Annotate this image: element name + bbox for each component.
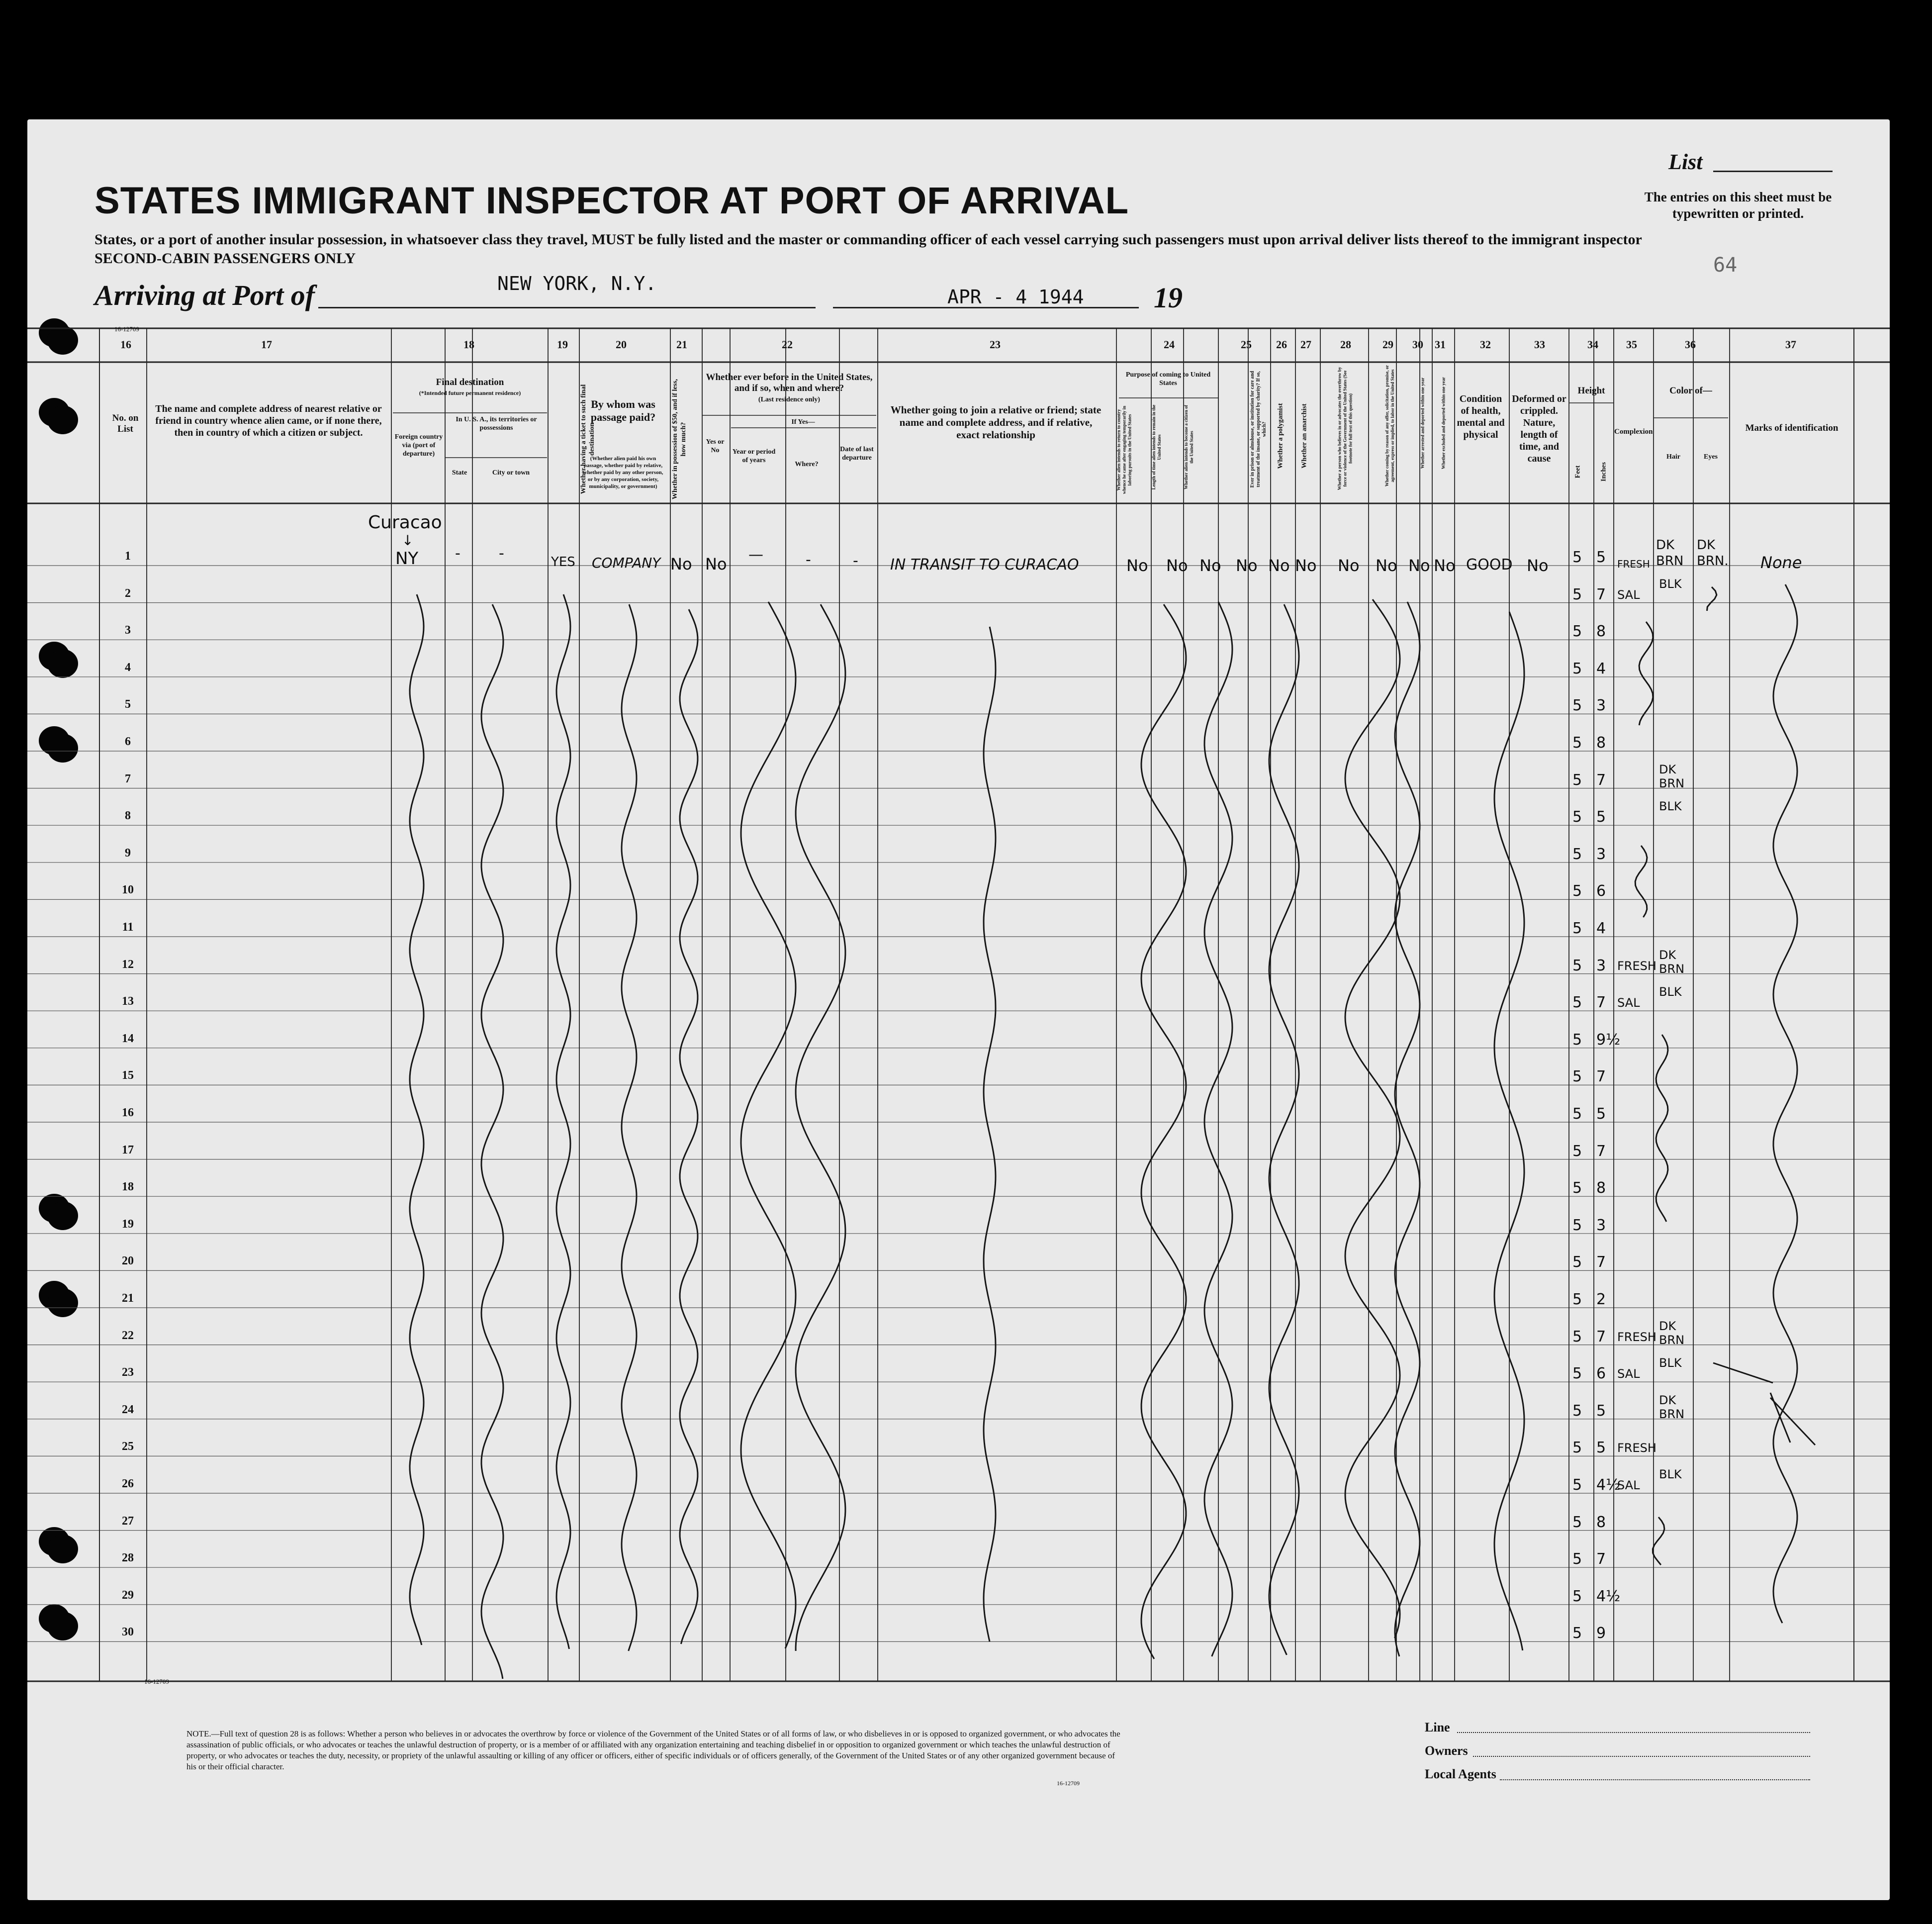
page-subtitle: States, or a port of another insular possession, in whatsoever class they travel, MUST be fully listed and the master or commanding officer of each vessel carrying such passengers must upon arrival deliver lists thereof to the immigrant inspector xyxy=(94,231,1642,248)
header-excluded: Whether excluded and deported within one year xyxy=(1441,377,1446,470)
ditto-stroke xyxy=(1635,846,1647,917)
row-number: 2 xyxy=(125,586,131,600)
header-polygamist: Whether a polygamist xyxy=(1277,403,1285,469)
row1-eyes: DK BRN. xyxy=(1697,538,1729,569)
colnum-26: 26 xyxy=(1276,338,1287,351)
row-number: 11 xyxy=(122,921,134,934)
typewritten-instructions: The entries on this sheet must be typewritten or printed. xyxy=(1644,190,1832,221)
height-feet: 5 xyxy=(1572,845,1582,863)
header-purpose: Purpose of coming to United States xyxy=(1125,371,1211,387)
height-feet: 5 xyxy=(1572,585,1582,603)
header-foreign-via: Foreign country via (port of departure) xyxy=(394,433,443,458)
colnum-36: 36 xyxy=(1685,338,1696,351)
height-inches: 5 xyxy=(1596,1402,1606,1420)
row-number: 7 xyxy=(125,772,131,785)
row-number: 13 xyxy=(122,995,134,1008)
header-in-usa: In U. S. A., its territories or possessions xyxy=(456,416,537,432)
hair-entry: BLK xyxy=(1659,1467,1682,1481)
height-feet: 5 xyxy=(1572,1216,1582,1234)
header-year: Year or period of years xyxy=(732,448,776,464)
colnum-35: 35 xyxy=(1626,338,1637,351)
footnote-question-28: NOTE.—Full text of question 28 is as follows: Whether a person who believes in or advocates the overthrow by force or violence of the Government of the United States or of all forms of law, or who disbelieves in or is opposed to organized government, or who advocates the assassination of public officials, or who advocates or teaches the unlawful destruction of property, or is a member of or affiliated with any organization entertaining and teaching disbelief in or opposition to organized government or which teaches the unlawful destruction of property, or who advocates or teaches the duty, necessity, or propriety of the unlawful assaulting or killing of any officer or officers, either of specific individuals or of officers generally, of the Government of the United States or of any other organized government because of his or their official character. xyxy=(186,1729,1120,1771)
row1-paid-by: COMPANY xyxy=(592,555,661,571)
row1-anarchist: No xyxy=(1295,556,1317,575)
height-inches: 5 xyxy=(1596,549,1606,566)
header-final-destination: Final destination xyxy=(436,377,504,387)
header-passage-paid: By whom was passage paid? xyxy=(590,398,656,423)
height-feet: 5 xyxy=(1572,697,1582,715)
hair-entry: DK BRN xyxy=(1659,1393,1685,1421)
row1-purpose-return: No xyxy=(1126,556,1148,575)
header-if-yes: If Yes— xyxy=(791,418,815,426)
colnum-32: 32 xyxy=(1480,338,1491,351)
header-purpose-citizen: Whether alien intends to become a citizen of the United States xyxy=(1184,405,1194,489)
height-inches: 7 xyxy=(1596,1142,1606,1160)
hair-entry: DK BRN xyxy=(1659,762,1685,790)
row-number: 17 xyxy=(122,1143,134,1156)
colnum-31: 31 xyxy=(1435,338,1446,351)
header-no-on-list: No. on List xyxy=(112,413,139,434)
ditto-stroke xyxy=(1345,599,1400,1638)
height-inches: 7 xyxy=(1596,1068,1606,1086)
header-arrested: Whether arrested and deported within one year xyxy=(1420,377,1425,469)
class-line: SECOND-CABIN PASSENGERS ONLY xyxy=(94,250,356,267)
height-feet: 5 xyxy=(1572,957,1582,974)
hair-entry: BLK xyxy=(1659,985,1682,999)
owners-label: Owners xyxy=(1425,1743,1468,1758)
colnum-34: 34 xyxy=(1587,338,1598,351)
height-feet: 5 xyxy=(1572,1142,1582,1160)
ditto-stroke xyxy=(1639,622,1653,725)
hair-entry: DK BRN xyxy=(1659,948,1685,976)
height-inches: 2 xyxy=(1596,1291,1606,1308)
header-inches: Inches xyxy=(1600,462,1608,481)
row1-prison: No xyxy=(1236,556,1258,575)
row1-arrested: No xyxy=(1408,556,1430,575)
ditto-stroke xyxy=(1269,604,1299,1655)
height-feet: 5 xyxy=(1572,1625,1582,1642)
complexion-entry: SAL xyxy=(1617,1367,1640,1381)
owners-field xyxy=(1473,1756,1810,1757)
colnum-23: 23 xyxy=(990,338,1001,351)
height-inches: 5 xyxy=(1596,1439,1606,1457)
header-offer: Whether coming by reason of any offer, solicitation, promise, or agreement, express or implied, to labor in the United States xyxy=(1384,365,1395,487)
header-before-us-note: (Last residence only) xyxy=(758,396,821,403)
ditto-stroke xyxy=(741,602,796,1648)
hair-entry: BLK xyxy=(1659,799,1682,814)
colnum-25: 25 xyxy=(1241,338,1252,351)
row1-money: No xyxy=(670,555,692,574)
row-number: 19 xyxy=(122,1217,134,1231)
ditto-stroke xyxy=(1773,584,1797,1623)
height-feet: 5 xyxy=(1572,1105,1582,1123)
height-inches: 7 xyxy=(1596,1253,1606,1271)
row1-city: - xyxy=(499,545,504,562)
header-state: State xyxy=(452,469,467,477)
colnum-20: 20 xyxy=(616,338,627,351)
hair-entry: DK BRN xyxy=(1659,1319,1685,1347)
header-health: Condition of health, mental and physical xyxy=(1457,393,1505,440)
line-label: Line xyxy=(1425,1720,1450,1734)
header-color-of: Color of— xyxy=(1669,385,1712,396)
height-feet: 5 xyxy=(1572,734,1582,752)
height-feet: 5 xyxy=(1572,1476,1582,1494)
local-agents-field xyxy=(1500,1779,1810,1780)
form-number-footer: 16-12709 xyxy=(144,1678,169,1685)
row-number: 20 xyxy=(122,1254,134,1268)
row1-health: GOOD xyxy=(1466,556,1513,574)
header-purpose-length: Length of time alien intends to remain in the United States xyxy=(1151,404,1162,490)
row-number: 1 xyxy=(125,550,131,563)
row1-foreign-via: Curacao xyxy=(368,512,442,533)
rule-line xyxy=(1713,1363,1773,1383)
row1-before-us: No xyxy=(705,555,727,574)
line-field xyxy=(1457,1732,1810,1733)
height-inches: 4½ xyxy=(1596,1587,1621,1605)
height-feet: 5 xyxy=(1572,771,1582,789)
height-feet: 5 xyxy=(1572,1031,1582,1049)
arriving-label: Arriving at Port of xyxy=(94,279,315,311)
list-label: List xyxy=(1668,150,1703,174)
row1-ticket: YES xyxy=(551,555,575,570)
hair-entry: BLK xyxy=(1659,577,1682,591)
ditto-stroke xyxy=(984,627,996,1641)
colnum-29: 29 xyxy=(1382,338,1393,351)
date-stamp: APR - 4 1944 xyxy=(947,286,1084,308)
colnum-30: 30 xyxy=(1412,338,1423,351)
ditto-stroke xyxy=(1141,604,1186,1659)
ditto-stroke xyxy=(1653,1517,1664,1565)
height-inches: 3 xyxy=(1596,697,1606,715)
complexion-entry: SAL xyxy=(1617,1478,1640,1492)
height-inches: 3 xyxy=(1596,1216,1606,1234)
header-eyes: Eyes xyxy=(1704,453,1718,461)
height-inches: 9 xyxy=(1596,1625,1606,1642)
height-feet: 5 xyxy=(1572,1550,1582,1568)
row1-marks: None xyxy=(1760,553,1802,572)
height-inches: 8 xyxy=(1596,1513,1606,1531)
row-number: 4 xyxy=(125,661,131,674)
header-final-destination-note: (*Intended future permanent residence) xyxy=(419,389,521,396)
complexion-entry: FRESH xyxy=(1617,959,1656,973)
row-number: 9 xyxy=(125,846,131,860)
height-inches: 8 xyxy=(1596,1179,1606,1197)
row-number: 8 xyxy=(125,809,131,823)
height-inches: 9½ xyxy=(1596,1031,1621,1049)
row1-date: - xyxy=(853,552,858,570)
row1-purpose-citizen: No xyxy=(1199,556,1221,575)
row1-offer: No xyxy=(1376,556,1397,575)
ditto-stroke xyxy=(622,604,637,1651)
ditto-stroke xyxy=(556,594,570,1649)
row-number: 29 xyxy=(122,1588,134,1602)
header-ticket: Whether having a ticket to such final destination xyxy=(580,384,596,494)
header-overthrow: Whether a person who believes in or advocates the overthrow by force or violence of the Government of the United States (See footnote for full text of this question) xyxy=(1337,367,1353,490)
list-number-line xyxy=(1713,171,1833,172)
colnum-37: 37 xyxy=(1785,338,1796,351)
row1-deformed: No xyxy=(1527,556,1549,575)
complexion-entry: FRESH xyxy=(1617,1441,1656,1455)
row-number: 25 xyxy=(122,1440,134,1453)
height-feet: 5 xyxy=(1572,808,1582,826)
hair-entry: BLK xyxy=(1659,1356,1682,1370)
header-where: Where? xyxy=(795,461,819,468)
row-number: 5 xyxy=(125,698,131,711)
header-yes-no: Yes or No xyxy=(706,438,725,454)
row-number: 3 xyxy=(125,624,131,637)
colnum-27: 27 xyxy=(1300,338,1311,351)
row-number: 26 xyxy=(122,1477,134,1490)
height-inches: 3 xyxy=(1596,957,1606,974)
header-deformed: Deformed or crippled. Nature, length of time, and cause xyxy=(1512,393,1566,464)
form-number-note: 16-12709 xyxy=(1057,1780,1080,1787)
height-inches: 3 xyxy=(1596,845,1606,863)
row-number: 18 xyxy=(122,1180,134,1194)
height-inches: 4 xyxy=(1596,920,1606,937)
ditto-stroke xyxy=(481,604,503,1679)
row1-year: — xyxy=(748,546,763,564)
row-number: 22 xyxy=(122,1329,134,1342)
row-number: 12 xyxy=(122,958,134,971)
colnum-17: 17 xyxy=(261,338,272,351)
page-stamp: 64 xyxy=(1713,254,1738,277)
height-inches: 4 xyxy=(1596,660,1606,677)
row-number: 27 xyxy=(122,1514,134,1528)
row-number: 6 xyxy=(125,735,131,748)
row-number: 10 xyxy=(122,883,134,897)
year-prefix: 19 xyxy=(1154,282,1183,314)
height-feet: 5 xyxy=(1572,1328,1582,1346)
height-feet: 5 xyxy=(1572,1291,1582,1308)
height-inches: 6 xyxy=(1596,882,1606,900)
colnum-19: 19 xyxy=(557,338,568,351)
height-feet: 5 xyxy=(1572,1253,1582,1271)
height-inches: 7 xyxy=(1596,771,1606,789)
ditto-stroke xyxy=(680,609,698,1644)
row1-via-to: NY xyxy=(395,549,419,569)
header-relative-address: The name and complete address of nearest relative or friend in country whence alien came, or if none there, then in country of which a citizen or subject. xyxy=(155,403,382,438)
form-number: 16-12709 xyxy=(114,325,139,333)
row-number: 14 xyxy=(122,1032,134,1045)
colnum-33: 33 xyxy=(1534,338,1545,351)
colnum-16: 16 xyxy=(120,338,131,351)
header-feet: Feet xyxy=(1574,465,1582,479)
height-feet: 5 xyxy=(1572,882,1582,900)
ditto-stroke xyxy=(410,594,424,1645)
ditto-stroke xyxy=(796,604,845,1651)
complexion-entry: FRESH xyxy=(1617,1330,1656,1344)
header-hair: Hair xyxy=(1666,453,1680,461)
height-inches: 7 xyxy=(1596,994,1606,1012)
row1-polygamist: No xyxy=(1268,556,1290,575)
height-feet: 5 xyxy=(1572,1068,1582,1086)
complexion-entry: SAL xyxy=(1617,996,1640,1010)
colnum-21: 21 xyxy=(676,338,687,351)
port-line xyxy=(318,307,816,308)
row-number: 23 xyxy=(122,1366,134,1379)
row1-via-arrow: ↓ xyxy=(402,532,414,549)
height-feet: 5 xyxy=(1572,1513,1582,1531)
colnum-28: 28 xyxy=(1340,338,1351,351)
header-before-us: Whether ever before in the United States, and if so, when and where? xyxy=(706,372,873,393)
height-feet: 5 xyxy=(1572,920,1582,937)
height-feet: 5 xyxy=(1572,1587,1582,1605)
height-inches: 5 xyxy=(1596,808,1606,826)
row-number: 16 xyxy=(122,1106,134,1119)
header-fifty-dollars: Whether in possession of $50, and if less, how much? xyxy=(671,379,687,500)
height-inches: 7 xyxy=(1596,585,1606,603)
height-feet: 5 xyxy=(1572,1402,1582,1420)
colnum-24: 24 xyxy=(1164,338,1175,351)
height-feet: 5 xyxy=(1572,994,1582,1012)
row1-hair: DK BRN xyxy=(1656,538,1684,569)
row-number: 15 xyxy=(122,1069,134,1082)
header-anarchist: Whether an anarchist xyxy=(1300,403,1308,469)
row1-excluded: No xyxy=(1434,556,1456,575)
row1-state: - xyxy=(455,545,460,562)
row1-purpose-length: No xyxy=(1166,556,1188,575)
ditto-stroke xyxy=(1656,1035,1668,1222)
row-number: 30 xyxy=(122,1626,134,1639)
colnum-18: 18 xyxy=(463,338,474,351)
header-marks: Marks of identification xyxy=(1745,423,1839,433)
row-number: 28 xyxy=(122,1551,134,1565)
height-feet: 5 xyxy=(1572,549,1582,566)
ditto-stroke xyxy=(1707,587,1717,611)
row1-complexion: FRESH xyxy=(1617,558,1650,570)
height-inches: 6 xyxy=(1596,1365,1606,1383)
header-date-departure: Date of last departure xyxy=(840,446,874,462)
header-complexion: Complexion xyxy=(1614,428,1653,436)
height-feet: 5 xyxy=(1572,1439,1582,1457)
row1-where: - xyxy=(806,551,811,569)
page-title: STATES IMMIGRANT INSPECTOR AT PORT OF ARRIVAL xyxy=(94,180,1129,222)
height-feet: 5 xyxy=(1572,1365,1582,1383)
colnum-22: 22 xyxy=(782,338,793,351)
height-feet: 5 xyxy=(1572,623,1582,641)
port-stamp: NEW YORK, N.Y. xyxy=(497,273,657,294)
header-purpose-return: Whether alien intends to return to country whence he came after engaging temporarily in laboring pursuits in the United States xyxy=(1116,405,1132,494)
local-agents-label: Local Agents xyxy=(1425,1767,1496,1781)
row-number: 21 xyxy=(122,1292,134,1305)
height-inches: 7 xyxy=(1596,1550,1606,1568)
header-height: Height xyxy=(1577,385,1605,396)
height-inches: 4½ xyxy=(1596,1476,1621,1494)
height-inches: 5 xyxy=(1596,1105,1606,1123)
height-inches: 8 xyxy=(1596,623,1606,641)
height-feet: 5 xyxy=(1572,1179,1582,1197)
row-number: 24 xyxy=(122,1403,134,1416)
row1-overthrow: No xyxy=(1338,556,1360,575)
header-passage-paid-note: (Whether alien paid his own passage, whether paid by relative, whether paid by any other person, or by any corporation, society, municipality, or government) xyxy=(583,456,663,489)
header-prison: Ever in prison or almshouse, or institution for care and treatment of the insane, or supported by charity? If so, which? xyxy=(1250,371,1267,488)
header-city: City or town xyxy=(492,469,530,477)
height-inches: 7 xyxy=(1596,1328,1606,1346)
height-feet: 5 xyxy=(1572,660,1582,677)
header-joining: Whether going to join a relative or friend; state name and complete address, and if relative, exact relationship xyxy=(890,404,1102,441)
complexion-entry: SAL xyxy=(1617,587,1640,602)
row1-joining: IN TRANSIT TO CURACAO xyxy=(890,556,1079,574)
height-inches: 8 xyxy=(1596,734,1606,752)
